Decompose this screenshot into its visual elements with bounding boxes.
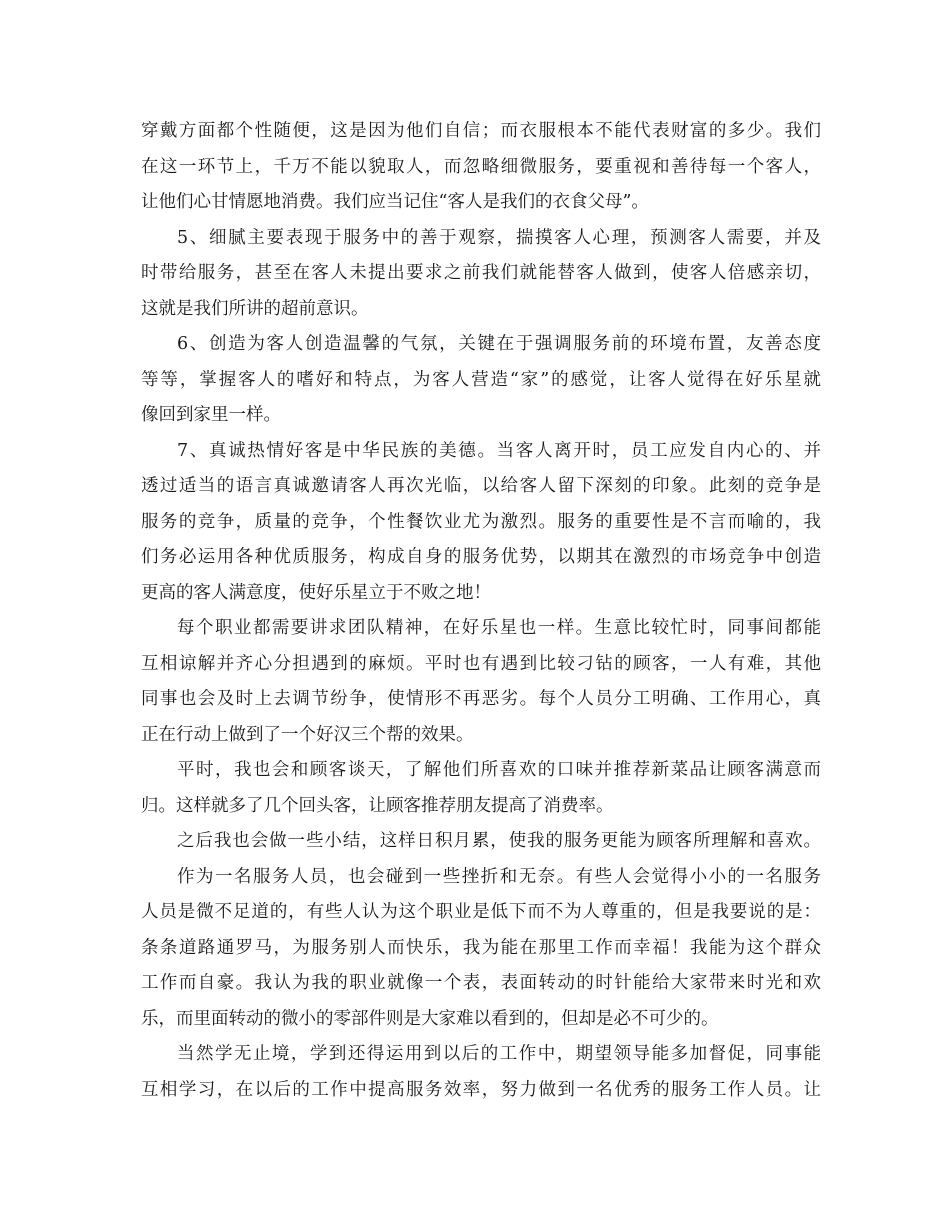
text-line: 像回到家里一样。 [141,405,281,425]
text-line: 人员是微不足道的，有些人认为这个职业是低下而不为人尊重的，但是我要说的是： [141,902,821,922]
text-line: 工作而自豪。我认为我的职业就像一个表，表面转动的时针能给大家带来时光和欢 [141,973,821,993]
text-line: 服务的竞争，质量的竞争，个性餐饮业尤为激烈。服务的重要性是不言而喻的，我 [141,511,821,532]
text-line: 作为一名服务人员，也会碰到一些挫折和无奈。有些人会觉得小小的一名服务 [177,866,821,887]
text-line: 更高的客人满意度，使好乐星立于不败之地！ [141,582,491,603]
text-line: 互相谅解并齐心分担遇到的麻烦。平时也有遇到比较刁钻的顾客，一人有难，其他 [141,653,821,674]
text-line: 乐，而里面转动的微小的零部件则是大家难以看到的，但却是必不可少的。 [141,1008,719,1029]
text-line: 这就是我们所讲的超前意识。 [141,298,369,319]
text-line: 在这一环节上，千万不能以貌取人，而忽略细微服务，要重视和善待每一个客人， [141,156,821,177]
text-line: 让他们心甘情愿地消费。我们应当记住“客人是我们的衣食父母”。 [141,192,649,212]
text-line: 时带给服务，甚至在客人未提出要求之前我们就能替客人做到，使客人倍感亲切， [141,263,821,283]
text-line: 7、真诚热情好客是中华民族的美德。当客人离开时，员工应发自内心的、并 [177,440,821,461]
text-line: 透过适当的语言真诚邀请客人再次光临，以给客人留下深刻的印象。此刻的竞争是 [141,476,821,496]
text-line: 6、创造为客人创造温馨的气氛，关键在于强调服务前的环境布置，友善态度 [177,334,821,354]
text-line: 等等，掌握客人的嗜好和特点，为客人营造“家”的感觉，让客人觉得在好乐星就 [141,369,821,390]
text-line: 当然学无止境，学到还得运用到以后的工作中，期望领导能多加督促，同事能 [177,1044,821,1064]
text-line: 正在行动上做到了一个好汉三个帮的效果。 [141,724,474,745]
text-line: 同事也会及时上去调节纷争，使情形不再恶劣。每个人员分工明确、工作用心，真 [141,689,821,709]
document-body [141,114,821,1108]
text-line: 条条道路通罗马，为服务别人而快乐，我为能在那里工作而幸福！我能为这个群众 [141,937,821,958]
text-line: 互相学习，在以后的工作中提高服务效率，努力做到一名优秀的服务工作人员。让 [141,1079,821,1100]
text-line: 5、细腻主要表现于服务中的善于观察，揣摸客人心理，预测客人需要，并及 [177,227,821,248]
text-line: 每个职业都需要讲求团队精神，在好乐星也一样。生意比较忙时，同事间都能 [177,618,821,638]
text-line: 之后我也会做一些小结，这样日积月累，使我的服务更能为顾客所理解和喜欢。 [177,831,821,851]
text-line: 平时，我也会和顾客谈天，了解他们所喜欢的口味并推荐新菜品让顾客满意而 [177,760,821,780]
text-line: 归。这样就多了几个回头客，让顾客推荐朋友提高了消费率。 [141,795,614,816]
text-line: 们务必运用各种优质服务，构成自身的服务优势，以期其在激烈的市场竞争中创造 [141,547,821,567]
text-line: 穿戴方面都个性随便，这是因为他们自信；而衣服根本不能代表财富的多少。我们 [141,121,821,141]
